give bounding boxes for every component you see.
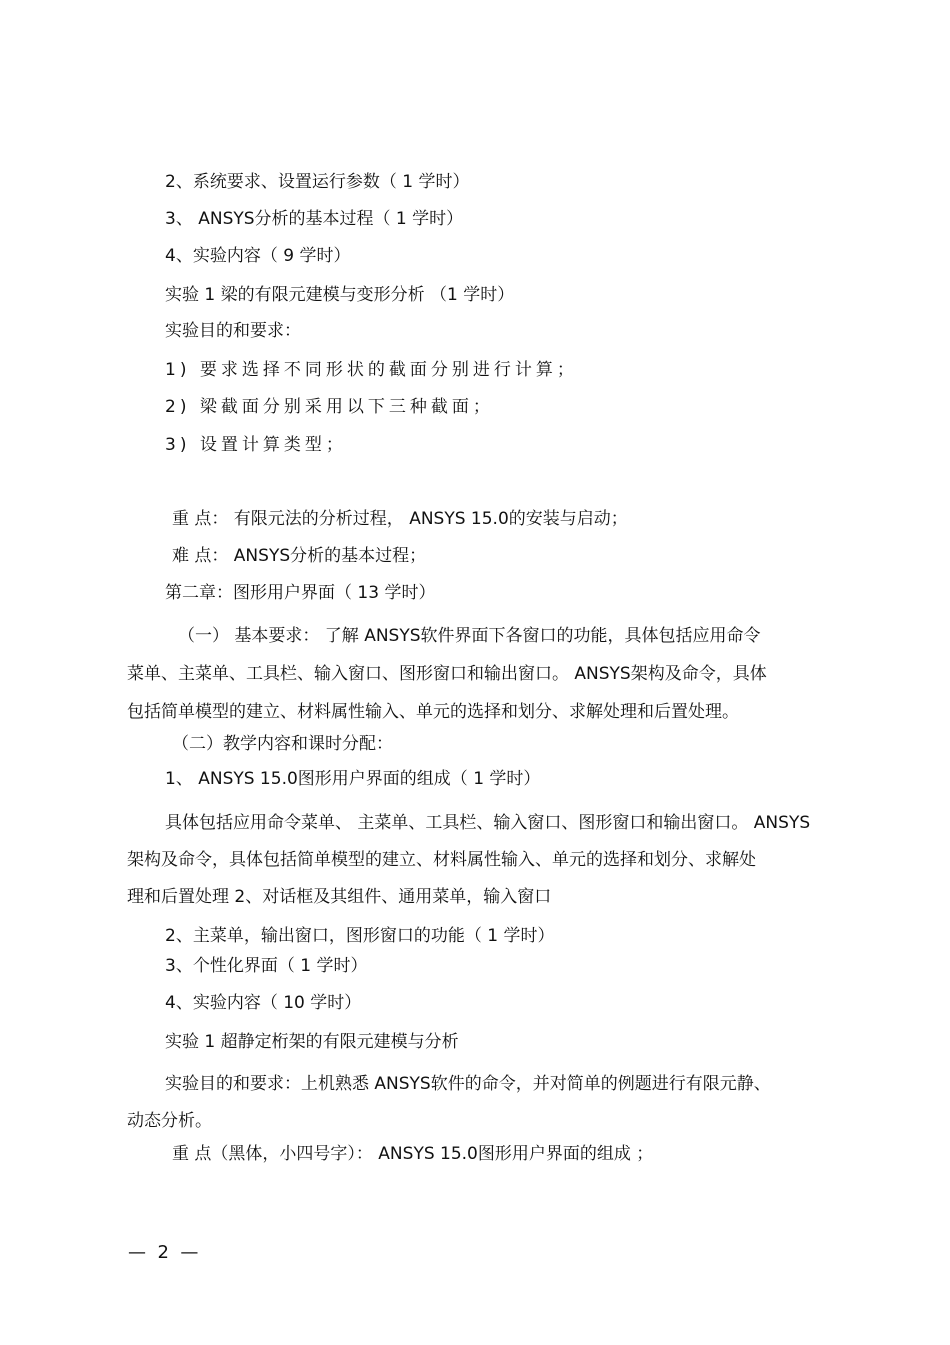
text-line: （二）教学内容和课时分配： <box>172 734 393 754</box>
key-point-line: 重 点： 有限元法的分析过程， ANSYS 15.0的安装与启动； <box>172 509 628 529</box>
text-line: 动态分析。 <box>127 1111 212 1131</box>
text-line: 菜单、主菜单、工具栏、输入窗口、图形窗口和输出窗口。 ANSYS架构及命令，具体 <box>127 664 767 684</box>
text-line: 4、实验内容（ 9 学时） <box>165 246 351 266</box>
text-line: 架构及命令，具体包括简单模型的建立、材料属性输入、单元的选择和划分、求解处 <box>127 850 756 870</box>
text-line: （一） 基本要求： 了解 ANSYS软件界面下各窗口的功能，具体包括应用命令 <box>178 626 761 646</box>
text-line: 实验目的和要求：上机熟悉 ANSYS软件的命令，并对简单的例题进行有限元静、 <box>165 1074 771 1094</box>
text-line: 3) 设置计算类型； <box>165 435 347 455</box>
text-line: 4、实验内容（ 10 学时） <box>165 993 362 1013</box>
text-line: 理和后置处理 2、对话框及其组件、通用菜单，输入窗口 <box>127 887 552 907</box>
chapter-heading: 第二章：图形用户界面（ 13 学时） <box>165 583 436 603</box>
text-line: 2) 梁截面分别采用以下三种截面； <box>165 397 494 417</box>
page-number: — 2 — <box>128 1242 199 1263</box>
text-line: 2、主菜单，输出窗口，图形窗口的功能（ 1 学时） <box>165 926 555 946</box>
text-line: 1) 要求选择不同形状的截面分别进行计算； <box>165 360 578 380</box>
key-point-line: 重 点（黑体，小四号字）： ANSYS 15.0图形用户界面的组成 ； <box>172 1144 654 1164</box>
text-line: 包括简单模型的建立、材料属性输入、单元的选择和划分、求解处理和后置处理。 <box>127 702 739 722</box>
text-line: 实验 1 梁的有限元建模与变形分析 （1 学时） <box>165 285 515 305</box>
text-line: 实验目的和要求： <box>165 321 301 341</box>
text-line: 3、个性化界面（ 1 学时） <box>165 956 368 976</box>
text-line: 1、 ANSYS 15.0图形用户界面的组成（ 1 学时） <box>165 769 541 789</box>
text-line: 具体包括应用命令菜单、 主菜单、工具栏、输入窗口、图形窗口和输出窗口。 ANSYS <box>165 813 811 833</box>
difficulty-line: 难 点： ANSYS分析的基本过程； <box>172 546 427 566</box>
text-line: 实验 1 超静定桁架的有限元建模与分析 <box>165 1032 459 1052</box>
text-line: 2、系统要求、设置运行参数（ 1 学时） <box>165 172 470 192</box>
text-line: 3、 ANSYS分析的基本过程（ 1 学时） <box>165 209 464 229</box>
